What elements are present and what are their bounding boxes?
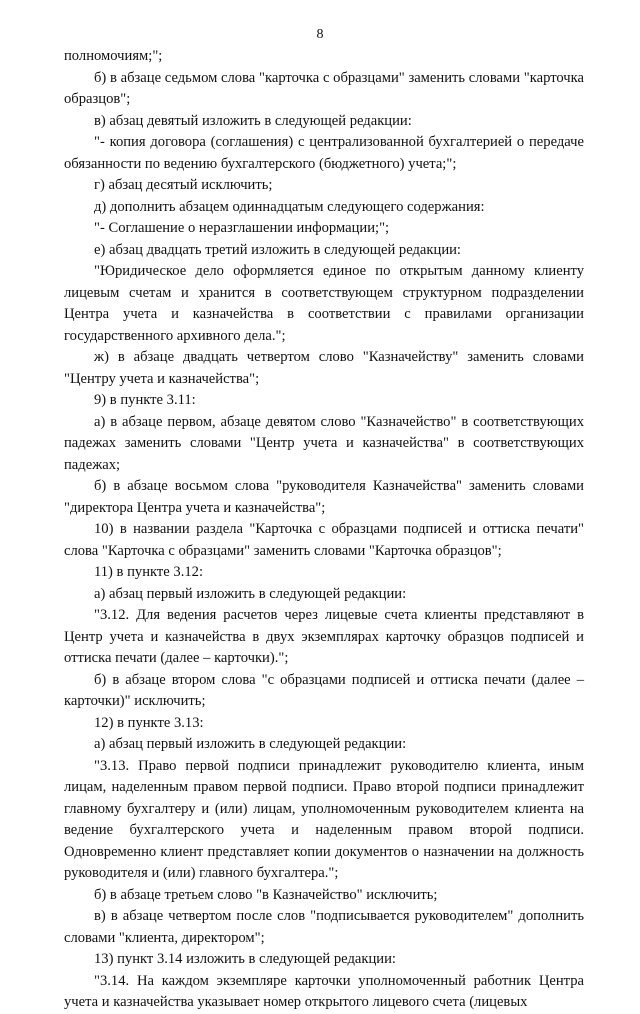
paragraph: а) в абзаце первом, абзаце девятом слово "Казначейство" в соответствующих падежах заменить словами "Центр учета и казначейства" в соответствующих падежах; — [64, 413, 584, 473]
page-number: 8 — [316, 27, 324, 42]
paragraph: а) абзац первый изложить в следующей редакции: — [94, 736, 407, 752]
paragraph: в) абзац девятый изложить в следующей редакции: — [94, 112, 412, 129]
paragraph: "3.14. На каждом экземпляре карточки уполномоченный работник Центра учета и казначейства указывает номер открытого лицевого счета (лицевых — [64, 972, 584, 1010]
paragraph: ж) в абзаце двадцать четвертом слово "Казначейству" заменить словами "Центру учета и казначейства"; — [64, 349, 584, 387]
paragraph: "- Соглашение о неразглашении информации;"; — [94, 220, 390, 236]
paragraph: б) в абзаце третьем слово "в Казначейство" исключить; — [94, 886, 438, 903]
paragraph: "- копия договора (соглашения) с централизованной бухгалтерией о передаче обязанности по ведению бухгалтерского (бюджетного) учета;"; — [64, 134, 584, 172]
paragraph: 13) пункт 3.14 изложить в следующей редакции: — [94, 951, 396, 967]
paragraph: "Юридическое дело оформляется единое по открытым данному клиенту лицевым счетам и хранится в соответствующем структурном подразделении Центра учета и казначейства в соответствии с правилами организации государственного архивного дела."; — [64, 263, 584, 344]
paragraph: б) в абзаце восьмом слова "руководителя Казначейства" заменить словами "директора Центра учета и казначейства"; — [64, 478, 584, 516]
paragraph: б) в абзаце седьмом слова "карточка с образцами" заменить словами "карточка образцов"; — [64, 69, 584, 107]
paragraph: "3.13. Право первой подписи принадлежит руководителю клиента, иным лицам, наделенным правом первой подписи. Право второй подписи принадлежит главному бухгалтеру и (или) лицам, уполномоченным руководителем клиента на ведение бухгалтерского учета и наделенным правом второй подписи. Одновременно клиент представляет копии документов о назначении на должность руководителя и (или) главного бухгалтера."; — [64, 757, 584, 881]
paragraph: 10) в названии раздела "Карточка с образцами подписей и оттиска печати" слова "Карточка с образцами" заменить словами "Карточка образцов"; — [64, 521, 584, 559]
paragraph: д) дополнить абзацем одиннадцатым следующего содержания: — [94, 198, 485, 215]
paragraph: 12) в пункте 3.13: — [94, 714, 204, 731]
paragraph: е) абзац двадцать третий изложить в следующей редакции: — [94, 241, 461, 258]
paragraph: в) в абзаце четвертом после слов "подписывается руководителем" дополнить словами "клиента, директором"; — [64, 908, 584, 946]
paragraph: г) абзац десятый исключить; — [94, 177, 273, 193]
paragraph: 11) в пункте 3.12: — [94, 564, 204, 580]
paragraph: б) в абзаце втором слова "с образцами подписей и оттиска печати (далее – карточки)" исключить; — [64, 671, 584, 709]
paragraph: 9) в пункте 3.11: — [94, 392, 196, 408]
paragraph: а) абзац первый изложить в следующей редакции: — [94, 585, 407, 602]
paragraph: "3.12. Для ведения расчетов через лицевые счета клиенты представляют в Центр учета и казначейства в двух экземплярах карточку образцов подписей и оттиска печати (далее – карточки)."; — [64, 607, 584, 666]
paragraph: полномочиям;"; — [64, 48, 163, 64]
document-body — [64, 46, 584, 1014]
